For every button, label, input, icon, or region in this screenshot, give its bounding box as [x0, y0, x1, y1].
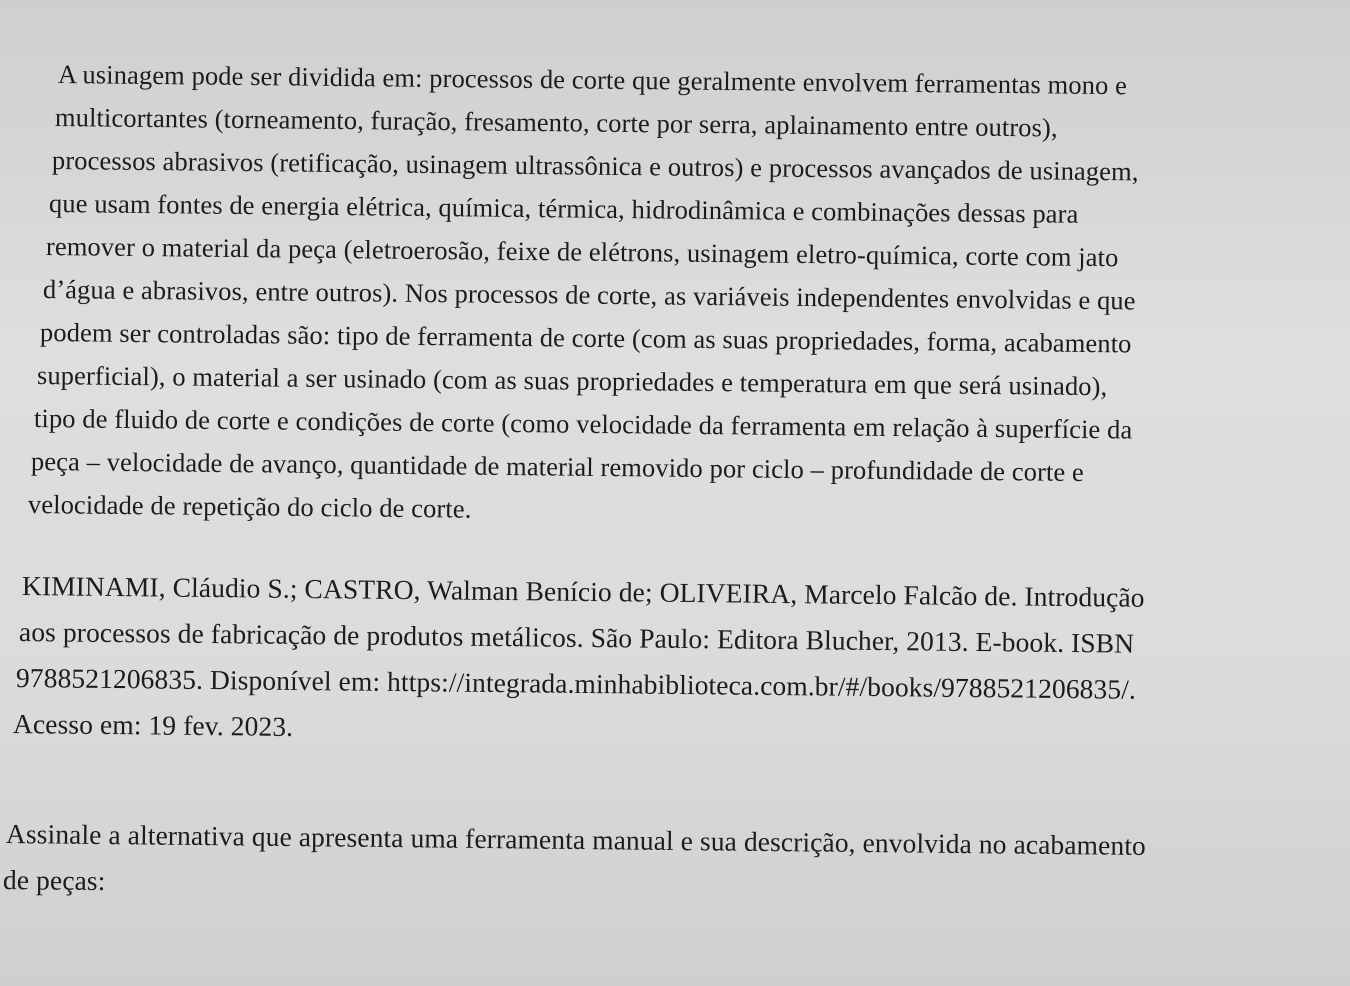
passage-line: remover o material da peça (eletroerosão, feixe de elétrons, usinagem eletro-química, corte com jato: [45, 231, 1119, 273]
passage-line: multicortantes (torneamento, furação, fresamento, corte por serra, aplainamento entre outros),: [54, 102, 1058, 143]
passage-line: A usinagem pode ser dividida em: processos de corte que geralmente envolvem ferramentas mono e: [57, 59, 1128, 101]
passage-line: tipo de fluido de corte e condições de corte (como velocidade da ferramenta em relação à superfície da: [33, 403, 1133, 445]
passage-line: que usam fontes de energia elétrica, química, térmica, hidrodinâmica e combinações dessas para: [48, 188, 1079, 229]
reference-line: aos processos de fabricação de produtos metálicos. São Paulo: Editora Blucher, 2013. E-book. ISBN: [18, 616, 1135, 659]
reference-line: 9788521206835. Disponível em: https://integrada.minhabiblioteca.com.br/#/books/9788521206835/.: [15, 662, 1137, 705]
passage-line: podem ser controladas são: tipo de ferramenta de corte (com as suas propriedades, forma, acabamento: [39, 317, 1132, 359]
passage-line: d’água e abrasivos, entre outros). Nos processos de corte, as variáveis independentes envolvidas e que: [42, 274, 1136, 316]
passage-line: processos abrasivos (retificação, usinagem ultrassônica e outros) e processos avançados de usinagem,: [51, 145, 1139, 187]
question-line: Assinale a alternativa que apresenta uma ferramenta manual e sua descrição, envolvida no acabamento: [5, 818, 1147, 861]
reference-line: Acesso em: 19 fev. 2023.: [12, 708, 294, 742]
passage-line: peça – velocidade de avanço, quantidade de material removido por ciclo – profundidade de corte e: [30, 446, 1085, 488]
reference-line: KIMINAMI, Cláudio S.; CASTRO, Walman Benício de; OLIVEIRA, Marcelo Falcão de. Introdução: [21, 570, 1145, 613]
passage-line: superficial), o material a ser usinado (com as suas propriedades e temperatura em que será usinado),: [36, 360, 1108, 402]
passage-line: velocidade de repetição do ciclo de corte.: [27, 489, 472, 524]
question-line: de peças:: [2, 864, 106, 897]
